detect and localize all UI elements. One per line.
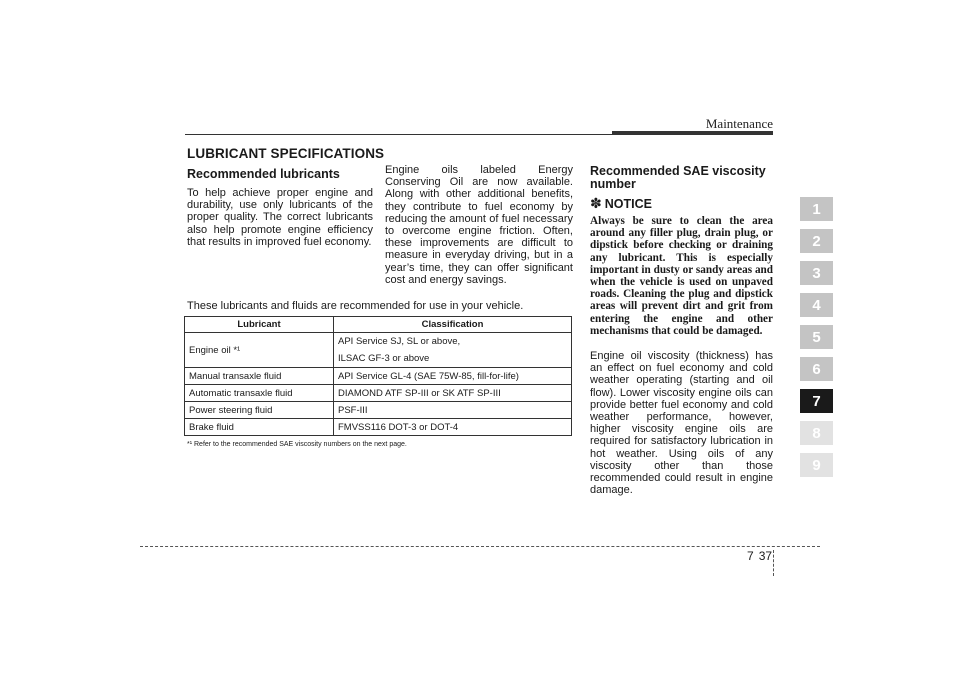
footer-divider	[140, 546, 820, 547]
right-column	[590, 165, 773, 496]
recommended-lubricants-heading: Recommended lubricants	[187, 167, 340, 181]
table-row	[185, 402, 572, 419]
page-chapter: 7	[747, 549, 754, 563]
lubricant-cell: Manual transaxle fluid	[185, 368, 334, 385]
lubricant-cell: Brake fluid	[185, 419, 334, 436]
notice-body: Always be sure to clean the area around any filler plug, drain plug, or dipstick before checking or draining any lubricant. This is especially important in dusty or sandy areas and when the vehicle is used on unpaved roads. Cleaning the plug and dipstick areas will prevent dirt and grit from entering the engine and other mechanisms that could be damaged.	[590, 215, 773, 337]
sae-viscosity-heading: Recommended SAE viscosity number	[590, 164, 766, 191]
classification-cell: PSF-III	[334, 402, 572, 419]
table-intro: These lubricants and fluids are recommended for use in your vehicle.	[187, 300, 524, 312]
notice-star-icon: ✽	[590, 195, 602, 211]
chapter-tab-8[interactable]: 8	[800, 421, 833, 445]
classification-cell: API Service GL-4 (SAE 75W-85, fill-for-life)	[334, 368, 572, 385]
recommended-lubricants-body: To help achieve proper engine and durability, use only lubricants of the proper quality. The correct lubricants also help promote engine efficiency that results in improved fuel economy.	[187, 187, 373, 248]
lubricant-cell: Engine oil *¹	[185, 333, 334, 368]
table-row	[185, 368, 572, 385]
lubricant-cell: Power steering fluid	[185, 402, 334, 419]
notice-label: NOTICE	[604, 196, 652, 211]
table-header-row	[185, 317, 572, 333]
table-row	[185, 419, 572, 436]
header-lubricant: Lubricant	[185, 317, 334, 333]
lubricant-cell: Automatic transaxle fluid	[185, 385, 334, 402]
chapter-tab-2[interactable]: 2	[800, 229, 833, 253]
chapter-tab-1[interactable]: 1	[800, 197, 833, 221]
section-title: LUBRICANT SPECIFICATIONS	[187, 146, 385, 161]
footer-vertical-divider	[773, 550, 774, 576]
chapter-tab-4[interactable]: 4	[800, 293, 833, 317]
page-number	[747, 549, 772, 563]
table-row	[185, 333, 572, 368]
energy-conserving-body: Engine oils labeled Energy Conserving Oil are now available. Along with other additional benefits, they contribute to fuel economy by reducing the amount of fuel necessary to overcome engine friction. Often, these improvements are difficult to measure in everyday driving, but in a year’s time, they can offer significant cost and energy savings.	[385, 164, 573, 286]
notice-title	[590, 195, 773, 212]
classification-cell: FMVSS116 DOT-3 or DOT-4	[334, 419, 572, 436]
table-footnote: *¹ Refer to the recommended SAE viscosity numbers on the next page.	[187, 441, 407, 448]
chapter-tab-7[interactable]: 7	[800, 389, 833, 413]
header-title: Maintenance	[705, 116, 773, 131]
page-index: 37	[758, 549, 773, 563]
header-classification: Classification	[334, 317, 572, 333]
classification-cell: DIAMOND ATF SP-III or SK ATF SP-III	[334, 385, 572, 402]
classification-cell	[334, 333, 572, 368]
middle-column	[385, 164, 573, 286]
lubricant-table	[184, 316, 572, 436]
left-column	[187, 167, 373, 248]
chapter-tab-5[interactable]: 5	[800, 325, 833, 349]
chapter-tab-3[interactable]: 3	[800, 261, 833, 285]
viscosity-body: Engine oil viscosity (thickness) has an effect on fuel economy and cold weather operating (starting and oil flow). Lower viscosity engine oils can provide better fuel economy and cold weather performance, however, higher viscosity engine oils are required for satisfactory lubrication in hot weather. Using oils of any viscosity other than those recommended could result in engine damage.	[590, 350, 773, 497]
chapter-tab-6[interactable]: 6	[800, 357, 833, 381]
classification-line: ILSAC GF-3 or above	[338, 353, 430, 364]
chapter-tab-9[interactable]: 9	[800, 453, 833, 477]
classification-line: API Service SJ, SL or above,	[338, 336, 461, 347]
header-rule-accent	[612, 131, 773, 135]
table-row	[185, 385, 572, 402]
